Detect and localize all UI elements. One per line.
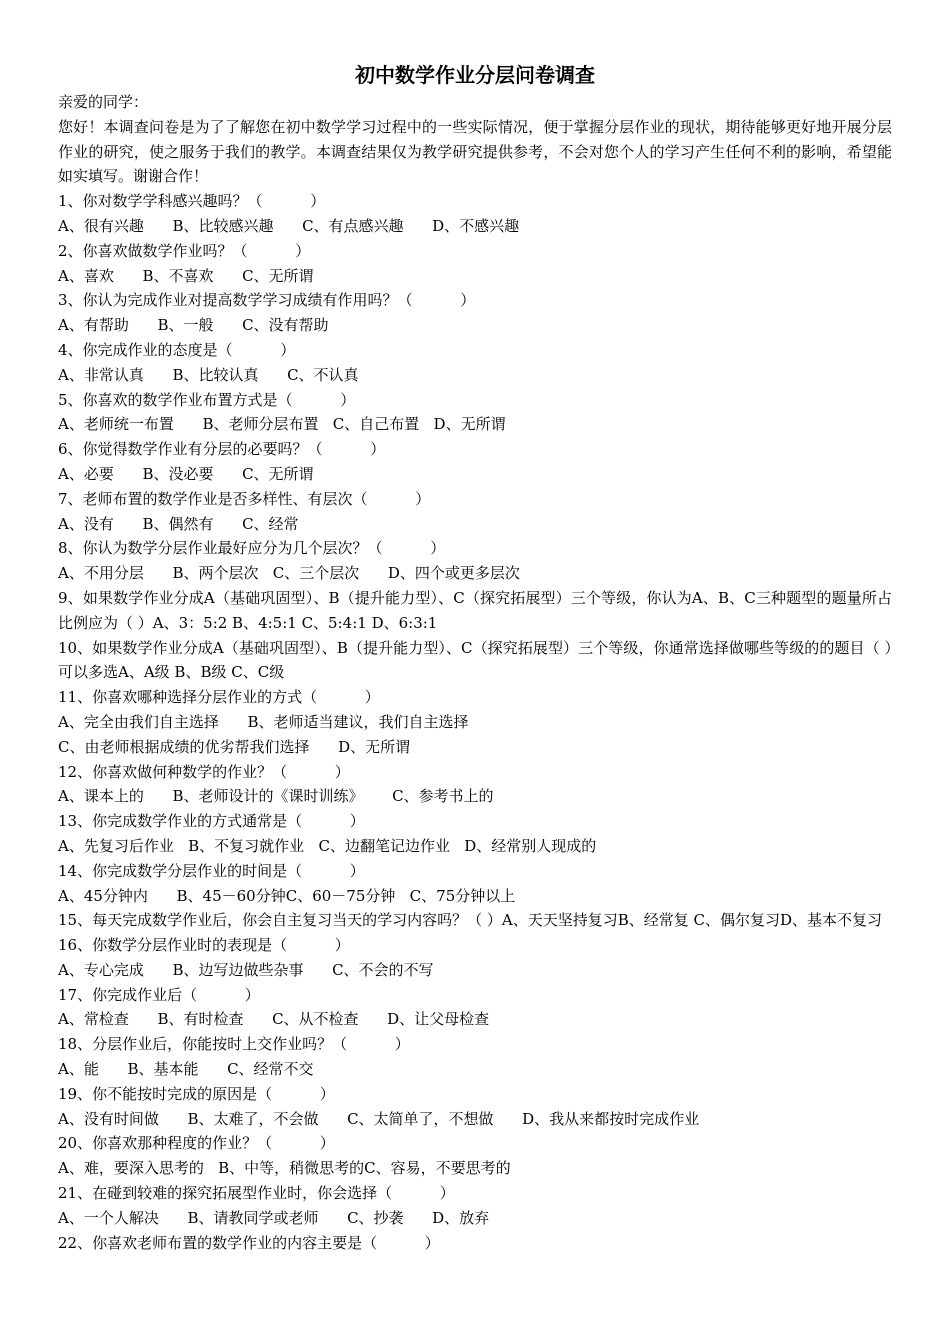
question-line: 8、你认为数学分层作业最好应分为几个层次？（ ）: [58, 539, 446, 558]
options-line: A、45分钟内 B、45－60分钟C、60－75分钟 C、75分钟以上: [58, 886, 516, 905]
options-line: A、喜欢 B、不喜欢 C、无所谓: [58, 266, 314, 285]
options-line: A、没有 B、偶然有 C、经常: [58, 514, 299, 533]
options-line: A、有帮助 B、一般 C、没有帮助: [58, 316, 329, 335]
question-line: 9、如果数学作业分成A（基础巩固型）、B（提升能力型）、C（探究拓展型）三个等级，你认为A、B、C三种题型的题量所占比例应为（ ）A、3：5:2 B、4:5:1 C、5:4:1 D、6:3:1: [58, 588, 892, 632]
question-line: 13、你完成数学作业的方式通常是（ ）: [58, 812, 365, 831]
options-line: A、完全由我们自主选择 B、老师适当建议，我们自主选择: [58, 712, 469, 731]
options-line: A、先复习后作业 B、不复习就作业 C、边翻笔记边作业 D、经常别人现成的: [58, 836, 597, 855]
question-line: 12、你喜欢做何种数学的作业？（ ）: [58, 762, 350, 781]
greeting: 亲爱的同学：: [58, 93, 149, 111]
options-line: A、课本上的 B、老师设计的《课时训练》 C、参考书上的: [58, 787, 494, 806]
options-line: A、难，要深入思考的 B、中等，稍微思考的C、容易，不要思考的: [58, 1159, 511, 1178]
options-line: A、老师统一布置 B、老师分层布置 C、自己布置 D、无所谓: [58, 415, 506, 434]
question-line: 16、你数学分层作业时的表现是（ ）: [58, 936, 350, 955]
question-line: 1、你对数学学科感兴趣吗？（ ）: [58, 192, 326, 211]
question-line: 18、分层作业后，你能按时上交作业吗？（ ）: [58, 1035, 410, 1054]
question-line: 3、你认为完成作业对提高数学学习成绩有作用吗？（ ）: [58, 291, 476, 310]
question-line: 2、你喜欢做数学作业吗？（ ）: [58, 241, 311, 260]
question-line: 4、你完成作业的态度是（ ）: [58, 340, 296, 359]
question-line: 22、你喜欢老师布置的数学作业的内容主要是（ ）: [58, 1233, 440, 1252]
options-line: A、专心完成 B、边写边做些杂事 C、不会的不写: [58, 960, 434, 979]
question-line: 7、老师布置的数学作业是否多样性、有层次（ ）: [58, 489, 431, 508]
intro-paragraph: 您好！本调查问卷是为了了解您在初中数学学习过程中的一些实际情况，便于掌握分层作业的现状，期待能够更好地开展分层作业的研究，使之服务于我们的教学。本调查结果仅为教学研究提供参考，不会对您个人的学习产生任何不利的影响，希望能如实填写。谢谢合作！: [58, 117, 892, 186]
question-line: 15、每天完成数学作业后，你会自主复习当天的学习内容吗？（ ）A、天天坚持复习B、经常复 C、偶尔复习D、基本不复习: [58, 911, 882, 930]
question-line: 17、你完成作业后（ ）: [58, 985, 260, 1004]
options-line: A、很有兴趣 B、比较感兴趣 C、有点感兴趣 D、不感兴趣: [58, 216, 520, 235]
question-line: 11、你喜欢哪种选择分层作业的方式（ ）: [58, 688, 380, 707]
page-title: 初中数学作业分层问卷调查: [355, 63, 595, 87]
options-line: A、非常认真 B、比较认真 C、不认真: [58, 365, 359, 384]
options-line: A、常检查 B、有时检查 C、从不检查 D、让父母检查: [58, 1010, 490, 1029]
question-line: 14、你完成数学分层作业的时间是（ ）: [58, 861, 365, 880]
question-line: 19、你不能按时完成的原因是（ ）: [58, 1084, 335, 1103]
question-line: 5、你喜欢的数学作业布置方式是（ ）: [58, 390, 356, 409]
question-line: 10、如果数学作业分成A（基础巩固型）、B（提升能力型）、C（探究拓展型）三个等级，你通常选择做哪些等级的的题目（ ）可以多选A、A级 B、B级 C、C级: [58, 638, 892, 682]
options-line: A、一个人解决 B、请教同学或老师 C、抄袭 D、放弃: [58, 1208, 490, 1227]
question-line: 21、在碰到较难的探究拓展型作业时，你会选择（ ）: [58, 1184, 455, 1203]
options-line: C、由老师根据成绩的优劣帮我们选择 D、无所谓: [58, 737, 411, 756]
options-line: A、能 B、基本能 C、经常不交: [58, 1060, 314, 1079]
options-line: A、必要 B、没必要 C、无所谓: [58, 464, 314, 483]
options-line: A、不用分层 B、两个层次 C、三个层次 D、四个或更多层次: [58, 564, 520, 583]
question-line: 6、你觉得数学作业有分层的必要吗？（ ）: [58, 440, 386, 459]
options-line: A、没有时间做 B、太难了，不会做 C、太简单了，不想做 D、我从来都按时完成作业: [58, 1109, 700, 1128]
question-line: 20、你喜欢那种程度的作业？（ ）: [58, 1134, 335, 1153]
